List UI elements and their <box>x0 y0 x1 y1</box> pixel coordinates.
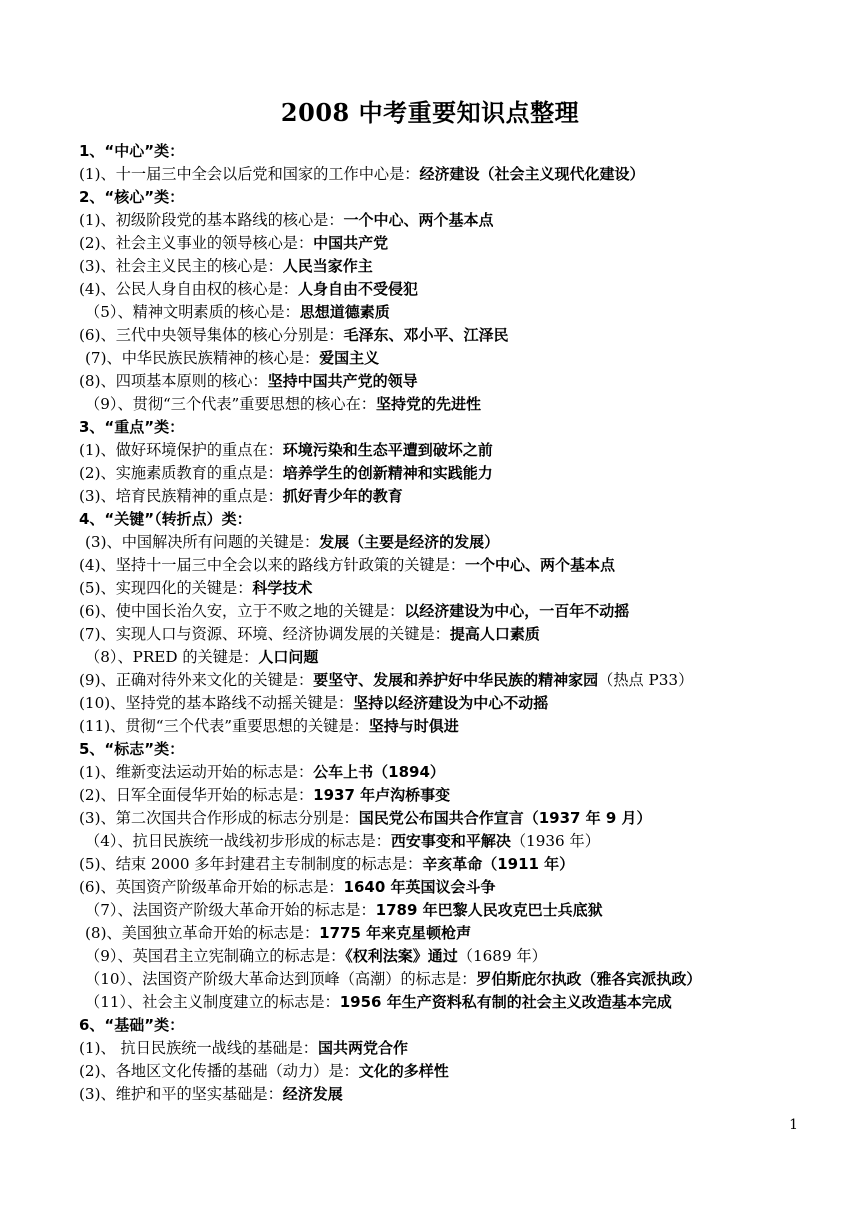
list-item <box>79 255 819 278</box>
item-answer: 一个中心、两个基本点 <box>343 211 494 229</box>
item-question: (9)、正确对待外来文化的关键是： <box>79 671 314 689</box>
item-question: (1)、做好环境保护的重点在： <box>79 441 283 459</box>
item-answer: 发展（主要是经济的发展） <box>319 533 500 551</box>
list-item <box>79 807 819 830</box>
item-question: (3)、中国解决所有问题的关键是： <box>85 533 320 551</box>
item-question: (2)、各地区文化传播的基础（动力）是： <box>79 1062 359 1080</box>
item-question: （9）、英国君主立宪制确立的标志是： <box>85 947 346 965</box>
section-heading <box>79 416 819 439</box>
item-question: （8）、PRED 的关键是： <box>85 648 259 666</box>
list-item <box>79 370 819 393</box>
item-note: （1936 年） <box>510 832 600 850</box>
section-heading-text: 5、“标志”类： <box>79 740 185 758</box>
section-heading-text: 1、“中心”类： <box>79 142 185 160</box>
item-question: (5)、实现四化的关键是： <box>79 579 253 597</box>
item-question: (10)、坚持党的基本路线不动摇关键是： <box>79 694 354 712</box>
item-question: (2)、实施素质教育的重点是： <box>79 464 283 482</box>
item-answer: 1775 年来克星顿枪声 <box>319 924 472 942</box>
item-question: （9）、贯彻“三个代表”重要思想的核心在： <box>85 395 376 413</box>
list-item <box>79 991 819 1014</box>
item-question: (8)、四项基本原则的核心： <box>79 372 268 390</box>
item-answer: 坚持与时俱进 <box>368 717 459 735</box>
list-item <box>79 163 819 186</box>
item-answer: 公车上书（1894） <box>313 763 445 781</box>
list-item <box>79 347 819 370</box>
item-answer: 中国共产党 <box>313 234 389 252</box>
item-answer: 环境污染和生态平遭到破坏之前 <box>282 441 493 459</box>
item-note: （热点 P33） <box>598 671 694 689</box>
item-question: （7）、法国资产阶级大革命开始的标志是： <box>85 901 376 919</box>
item-question: （5）、精神文明素质的核心是： <box>85 303 300 321</box>
item-question: (6)、使中国长治久安，立于不败之地的关键是： <box>79 602 405 620</box>
item-answer: 《权利法案》通过 <box>345 947 458 965</box>
item-answer: 坚持中国共产党的领导 <box>267 372 418 390</box>
item-answer: 人口问题 <box>258 648 319 666</box>
section-heading <box>79 186 819 209</box>
item-question: (3)、第二次国共合作形成的标志分别是： <box>79 809 359 827</box>
section-heading <box>79 508 819 531</box>
item-answer: 国民党公布国共合作宣言（1937 年 9 月） <box>358 809 652 827</box>
item-answer: 一个中心、两个基本点 <box>465 556 616 574</box>
item-question: （10）、法国资产阶级大革命达到顶峰（高潮）的标志是： <box>85 970 477 988</box>
item-answer: 国共两党合作 <box>317 1039 408 1057</box>
list-item <box>79 692 819 715</box>
section-heading-text: 3、“重点”类： <box>79 418 185 436</box>
item-answer: 西安事变和平解决 <box>390 832 511 850</box>
item-answer: 爱国主义 <box>319 349 380 367</box>
list-item <box>79 439 819 462</box>
page-title: 2008 中考重要知识点整理 <box>280 98 580 127</box>
section-heading <box>79 738 819 761</box>
item-question: (2)、社会主义事业的领导核心是： <box>79 234 314 252</box>
item-question: （11）、社会主义制度建立的标志是： <box>85 993 340 1011</box>
item-answer: 坚持以经济建设为中心不动摇 <box>353 694 549 712</box>
item-question: (7)、实现人口与资源、环境、经济协调发展的关键是： <box>79 625 450 643</box>
item-question: (11)、贯彻“三个代表”重要思想的关键是： <box>79 717 369 735</box>
item-question: (6)、英国资产阶级革命开始的标志是： <box>79 878 344 896</box>
item-answer: 经济发展 <box>282 1085 343 1103</box>
item-question: (6)、三代中央领导集体的核心分别是： <box>79 326 344 344</box>
item-question: (5)、结束 2000 多年封建君主专制制度的标志是： <box>79 855 423 873</box>
item-answer: 坚持党的先进性 <box>375 395 481 413</box>
list-item <box>79 761 819 784</box>
item-answer: 1956 年生产资料私有制的社会主义改造基本完成 <box>339 993 672 1011</box>
item-answer: 科学技术 <box>252 579 313 597</box>
section-heading-text: 6、“基础”类： <box>79 1016 185 1034</box>
list-item <box>79 715 819 738</box>
list-item <box>79 899 819 922</box>
list-item <box>79 232 819 255</box>
item-question: (3)、维护和平的坚实基础是： <box>79 1085 283 1103</box>
item-answer: 思想道德素质 <box>299 303 390 321</box>
list-item <box>79 1083 819 1106</box>
item-question: (1)、维新变法运动开始的标志是： <box>79 763 314 781</box>
section-heading-text: 2、“核心”类： <box>79 188 185 206</box>
list-item <box>79 554 819 577</box>
item-answer: 以经济建设为中心，一百年不动摇 <box>404 602 630 620</box>
item-note: （1689 年） <box>457 947 547 965</box>
item-answer: 培养学生的创新精神和实践能力 <box>282 464 493 482</box>
section-heading <box>79 1014 819 1037</box>
list-item <box>79 393 819 416</box>
item-question: （4）、抗日民族统一战线初步形成的标志是： <box>85 832 391 850</box>
item-answer: 要坚守、发展和养护好中华民族的精神家园 <box>313 671 599 689</box>
list-item <box>79 784 819 807</box>
item-question: (3)、培育民族精神的重点是： <box>79 487 283 505</box>
list-item <box>79 876 819 899</box>
item-question: (1)、 抗日民族统一战线的基础是： <box>79 1039 318 1057</box>
item-answer: 辛亥革命（1911 年） <box>422 855 575 873</box>
list-item <box>79 968 819 991</box>
list-item <box>79 669 819 692</box>
item-question: (4)、公民人身自由权的核心是： <box>79 280 298 298</box>
item-answer: 罗伯斯庇尔执政（雅各宾派执政） <box>476 970 702 988</box>
list-item <box>79 301 819 324</box>
list-item <box>79 462 819 485</box>
list-item <box>79 922 819 945</box>
section-heading <box>79 140 819 163</box>
item-question: (2)、日军全面侵华开始的标志是： <box>79 786 314 804</box>
list-item <box>79 209 819 232</box>
list-item <box>79 945 819 968</box>
list-item <box>79 853 819 876</box>
item-question: (3)、社会主义民主的核心是： <box>79 257 283 275</box>
item-answer: 人民当家作主 <box>282 257 373 275</box>
section-heading-text: 4、“关键”（转折点）类： <box>79 510 252 528</box>
item-question: (1)、初级阶段党的基本路线的核心是： <box>79 211 344 229</box>
item-question: (7)、中华民族民族精神的核心是： <box>85 349 320 367</box>
item-answer: 1789 年巴黎人民攻克巴士兵底狱 <box>375 901 603 919</box>
item-answer: 抓好青少年的教育 <box>282 487 403 505</box>
item-answer: 提高人口素质 <box>449 625 540 643</box>
list-item <box>79 324 819 347</box>
list-item <box>79 830 819 853</box>
list-item <box>79 577 819 600</box>
list-item <box>79 1037 819 1060</box>
item-answer: 人身自由不受侵犯 <box>297 280 418 298</box>
list-item <box>79 646 819 669</box>
item-question: (1)、十一届三中全会以后党和国家的工作中心是： <box>79 165 420 183</box>
item-answer: 1937 年卢沟桥事变 <box>313 786 451 804</box>
document-body <box>79 140 819 1106</box>
list-item <box>79 600 819 623</box>
item-question: (4)、坚持十一届三中全会以来的路线方针政策的关键是： <box>79 556 466 574</box>
item-answer: 文化的多样性 <box>358 1062 449 1080</box>
item-answer: 毛泽东、邓小平、江泽民 <box>343 326 509 344</box>
list-item <box>79 278 819 301</box>
item-question: (8)、美国独立革命开始的标志是： <box>85 924 320 942</box>
list-item <box>79 485 819 508</box>
list-item <box>79 531 819 554</box>
list-item <box>79 1060 819 1083</box>
item-answer: 经济建设（社会主义现代化建设） <box>419 165 645 183</box>
list-item <box>79 623 819 646</box>
item-answer: 1640 年英国议会斗争 <box>343 878 496 896</box>
page-number: 1 <box>789 1117 798 1133</box>
